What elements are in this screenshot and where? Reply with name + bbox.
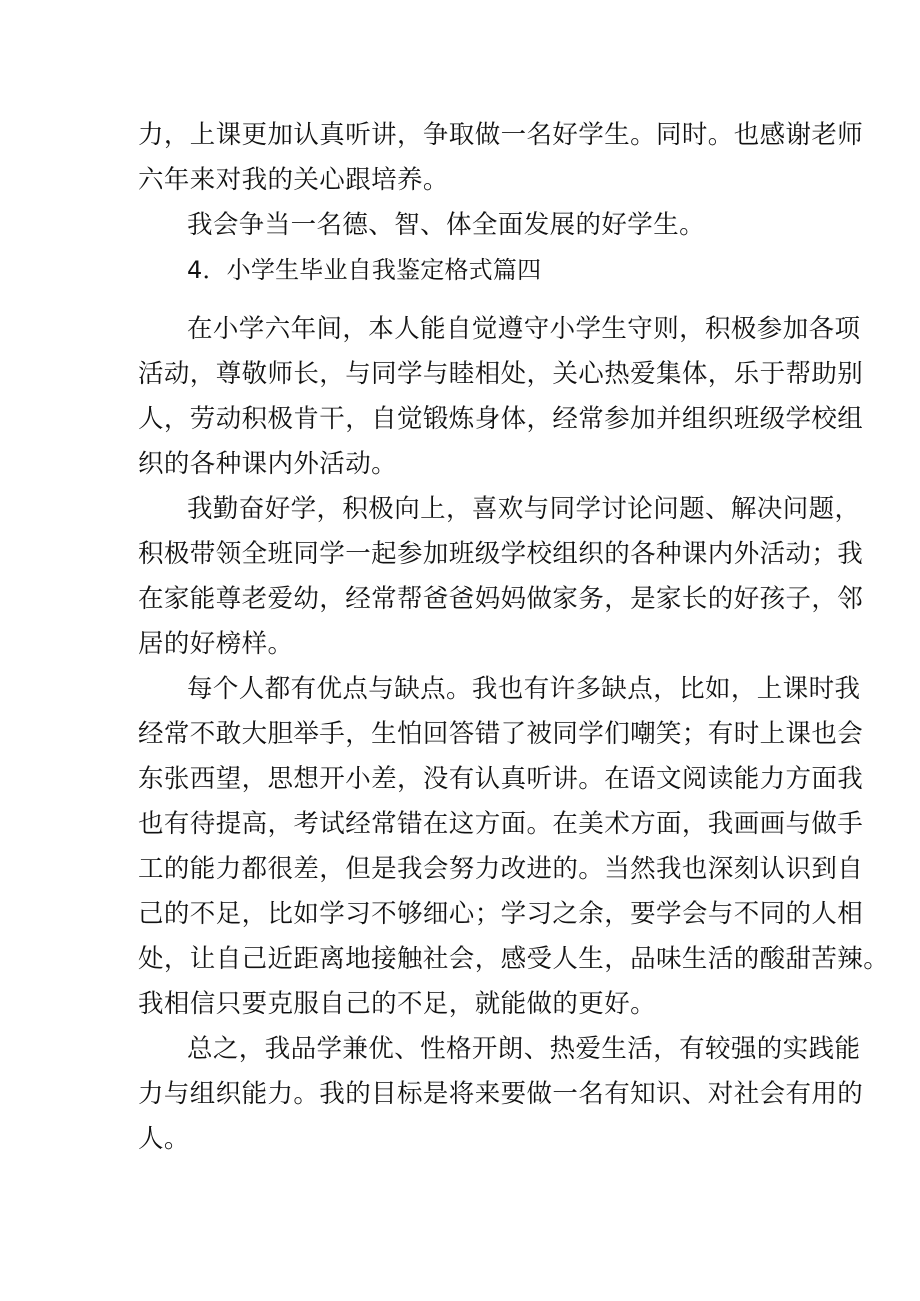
- paragraph-line: 居的好榜样。: [138, 629, 294, 659]
- paragraph-line: 人。: [138, 1124, 190, 1154]
- paragraph-line: 六年来对我的关心跟培养。: [138, 165, 449, 195]
- paragraph-line: 我相信只要克服自己的不足，就能做的更好。: [138, 989, 657, 1019]
- paragraph-line: 人，劳动积极肯干，自觉锻炼身体，经常参加并组织班级学校组: [138, 404, 864, 434]
- paragraph-line: 总之，我品学兼优、性格开朗、热爱生活，有较强的实践能: [187, 1034, 861, 1064]
- paragraph-line: 力与组织能力。我的目标是将来要做一名有知识、对社会有用的: [138, 1079, 864, 1109]
- paragraph-line: 处，让自己近距离地接触社会，感受人生，品味生活的酸甜苦辣。: [138, 944, 890, 974]
- paragraph-line: 每个人都有优点与缺点。我也有许多缺点，比如，上课时我: [187, 674, 861, 704]
- paragraph-line: 织的各种课内外活动。: [138, 449, 398, 479]
- paragraph-line: 在小学六年间，本人能自觉遵守小学生守则，积极参加各项: [187, 314, 861, 344]
- paragraph-line: 也有待提高，考试经常错在这方面。在美术方面，我画画与做手: [138, 809, 864, 839]
- paragraph-line: 经常不敢大胆举手，生怕回答错了被同学们嘲笑；有时上课也会: [138, 719, 864, 749]
- paragraph-line: 东张西望，思想开小差，没有认真听讲。在语文阅读能力方面我: [138, 764, 864, 794]
- paragraph-line: 我会争当一名德、智、体全面发展的好学生。: [187, 210, 706, 240]
- paragraph-line: 力，上课更加认真听讲，争取做一名好学生。同时。也感谢老师: [138, 120, 864, 150]
- paragraph-line: 活动，尊敬师长，与同学与睦相处，关心热爱集体，乐于帮助别: [138, 359, 864, 389]
- section-heading: 4．小学生毕业自我鉴定格式篇四: [187, 256, 542, 284]
- paragraph-line: 积极带领全班同学一起参加班级学校组织的各种课内外活动；我: [138, 539, 864, 569]
- paragraph-line: 我勤奋好学，积极向上，喜欢与同学讨论问题、解决问题，: [187, 494, 861, 524]
- paragraph-line: 己的不足，比如学习不够细心；学习之余，要学会与不同的人相: [138, 899, 864, 929]
- paragraph-line: 工的能力都很差，但是我会努力改进的。当然我也深刻认识到自: [138, 854, 864, 884]
- paragraph-line: 在家能尊老爱幼，经常帮爸爸妈妈做家务，是家长的好孩子，邻: [138, 584, 864, 614]
